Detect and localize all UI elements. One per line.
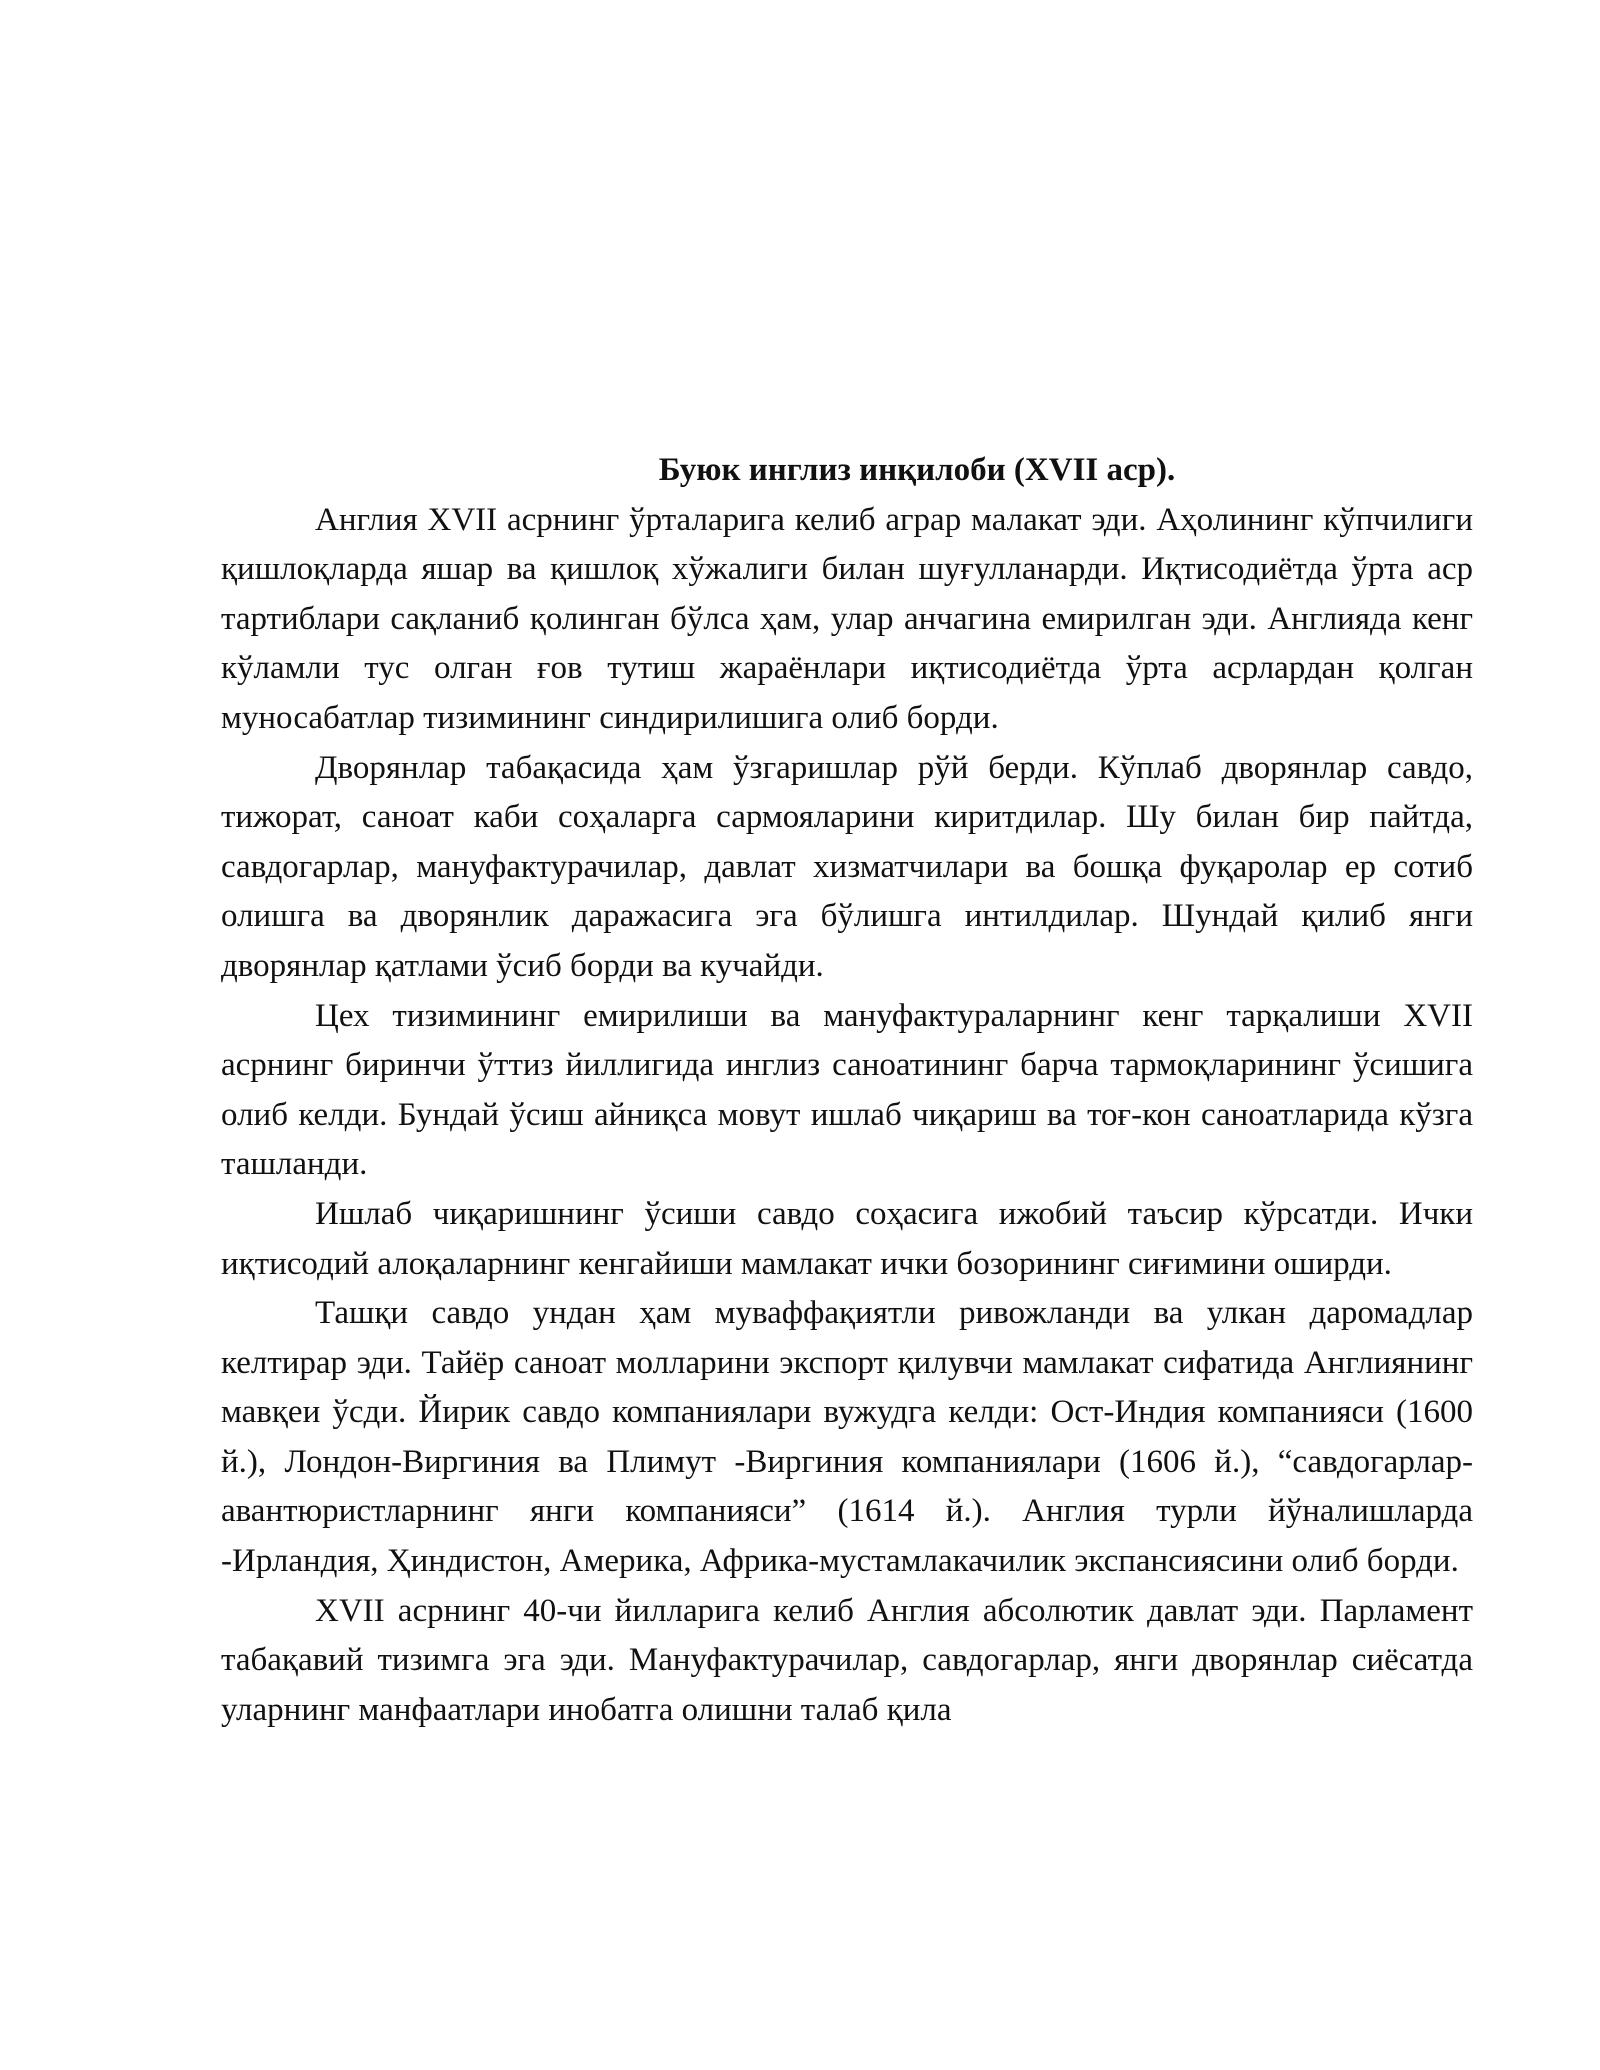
paragraph-4: Ишлаб чиқаришнинг ўсиши савдо соҳасига ижобий таъсир кўрсатди. Ички иқтисодий алоқаларнинг кенгайиши мамлакат ички бозорининг сиғимини оширди. [221, 1195, 1473, 1282]
paragraph-2: Дворянлар табақасида ҳам ўзгаришлар рўй берди. Кўплаб дворянлар савдо, тижорат, саноат каби соҳаларга сармояларини киритдилар. Шу билан бир пайтда, савдогарлар, мануфактурачилар, давлат хизматчилари ва бошқа фуқаролар ер сотиб олишга ва дворянлик даражасига эга бўлишга интилдилар. Шундай қилиб янги дворянлар қатлами ўсиб борди ва кучайди. [221, 749, 1473, 984]
document-body [221, 446, 1473, 1735]
paragraph-1: Англия XVII асрнинг ўрталарига келиб аграр малакат эди. Аҳолининг кўпчилиги қишлоқларда яшар ва қишлоқ хўжалиги билан шуғулланарди. Иқтисодиётда ўрта аср тартиблари сақланиб қолинган бўлса ҳам, улар анчагина емирилган эди. Англияда кенг кўламли тус олган ғов тутиш жараёнлари иқтисодиётда ўрта асрлардан қолган муносабатлар тизимининг синдирилишига олиб борди. [221, 501, 1473, 736]
paragraph-6: XVII асрнинг 40-чи йилларига келиб Англия абсолютик давлат эди. Парламент табақавий тизимга эга эди. Мануфактурачилар, савдогарлар, янги дворянлар сиёсатда уларнинг манфаатлари инобатга олишни талаб қила [221, 1592, 1473, 1728]
document-title: Буюк инглиз инқилоби (XVII аср). [658, 452, 1176, 488]
paragraph-3: Цех тизимининг емирилиши ва мануфактураларнинг кенг тарқалиши XVII асрнинг биринчи ўттиз йиллигида инглиз саноатининг барча тармоқларининг ўсишига олиб келди. Бундай ўсиш айниқса мовут ишлаб чиқариш ва тоғ-кон саноатларида кўзга ташланди. [221, 997, 1473, 1183]
paragraph-5: Ташқи савдо ундан ҳам муваффақиятли ривожланди ва улкан даромадлар келтирар эди. Тайёр саноат молларини экспорт қилувчи мамлакат сифатида Англиянинг мавқеи ўсди. Йирик савдо компаниялари вужудга келди: Ост-Индия компанияси (1600 й.), Лондон-Виргиния ва Плимут -Виргиния компаниялари (1606 й.), “савдогарлар-авантюристларнинг янги компанияси” (1614 й.). Англия турли йўналишларда -Ирландия, Ҳиндистон, Америка, Африка-мустамлакачилик экспансиясини олиб борди. [221, 1295, 1473, 1580]
